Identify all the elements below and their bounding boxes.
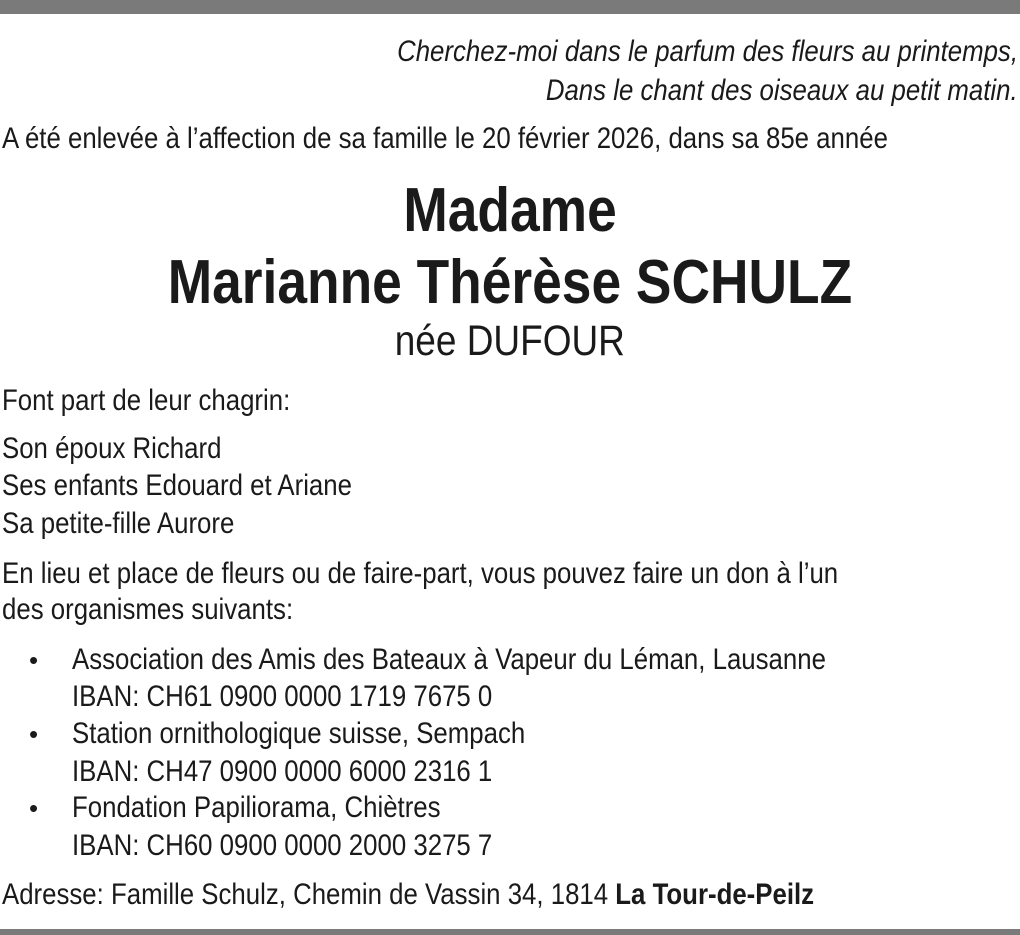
bottom-rule [0, 929, 1020, 935]
donation-organization: Fondation Papiliorama, Chiètres [72, 791, 441, 824]
address-town: La Tour-de-Peilz [615, 878, 815, 911]
donation-organization: Association des Amis des Bateaux à Vapeur du Léman, Lausanne [72, 643, 826, 676]
poem-line-2: Dans le chant des oiseaux au petit matin. [546, 74, 1018, 107]
deceased-honorific: Madame [403, 176, 617, 245]
address-line [2, 877, 946, 913]
deceased-name: Marianne Thérèse SCHULZ [167, 248, 853, 317]
bullet-icon: • [29, 793, 39, 823]
mourner-item: Ses enfants Edouard et Ariane [2, 469, 352, 502]
maiden-name: née DUFOUR [394, 317, 626, 365]
poem-line-1: Cherchez-moi dans le parfum des fleurs au printemps, [397, 35, 1018, 68]
mourner-item: Sa petite-fille Aurore [2, 507, 235, 540]
address-prefix: Adresse: Famille Schulz, Chemin de Vassin 34, 1814 [2, 878, 616, 911]
mourners-intro: Font part de leur chagrin: [2, 384, 291, 417]
donation-iban: IBAN: CH47 0900 0000 6000 2316 1 [72, 755, 493, 788]
mourner-item: Son époux Richard [2, 432, 222, 465]
donation-intro-line-1: En lieu et place de fleurs ou de faire-part, vous pouvez faire un don à l’un [2, 557, 839, 590]
donation-iban: IBAN: CH61 0900 0000 1719 7675 0 [72, 680, 493, 713]
donation-intro-line-2: des organismes suivants: [2, 593, 294, 626]
death-announcement: A été enlevée à l’affection de sa famille le 20 février 2026, dans sa 85e année [2, 122, 888, 155]
top-rule [0, 0, 1020, 14]
bullet-icon: • [29, 719, 39, 749]
donation-iban: IBAN: CH60 0900 0000 2000 3275 7 [72, 829, 493, 862]
bullet-icon: • [29, 645, 39, 675]
donation-organization: Station ornithologique suisse, Sempach [72, 717, 526, 750]
